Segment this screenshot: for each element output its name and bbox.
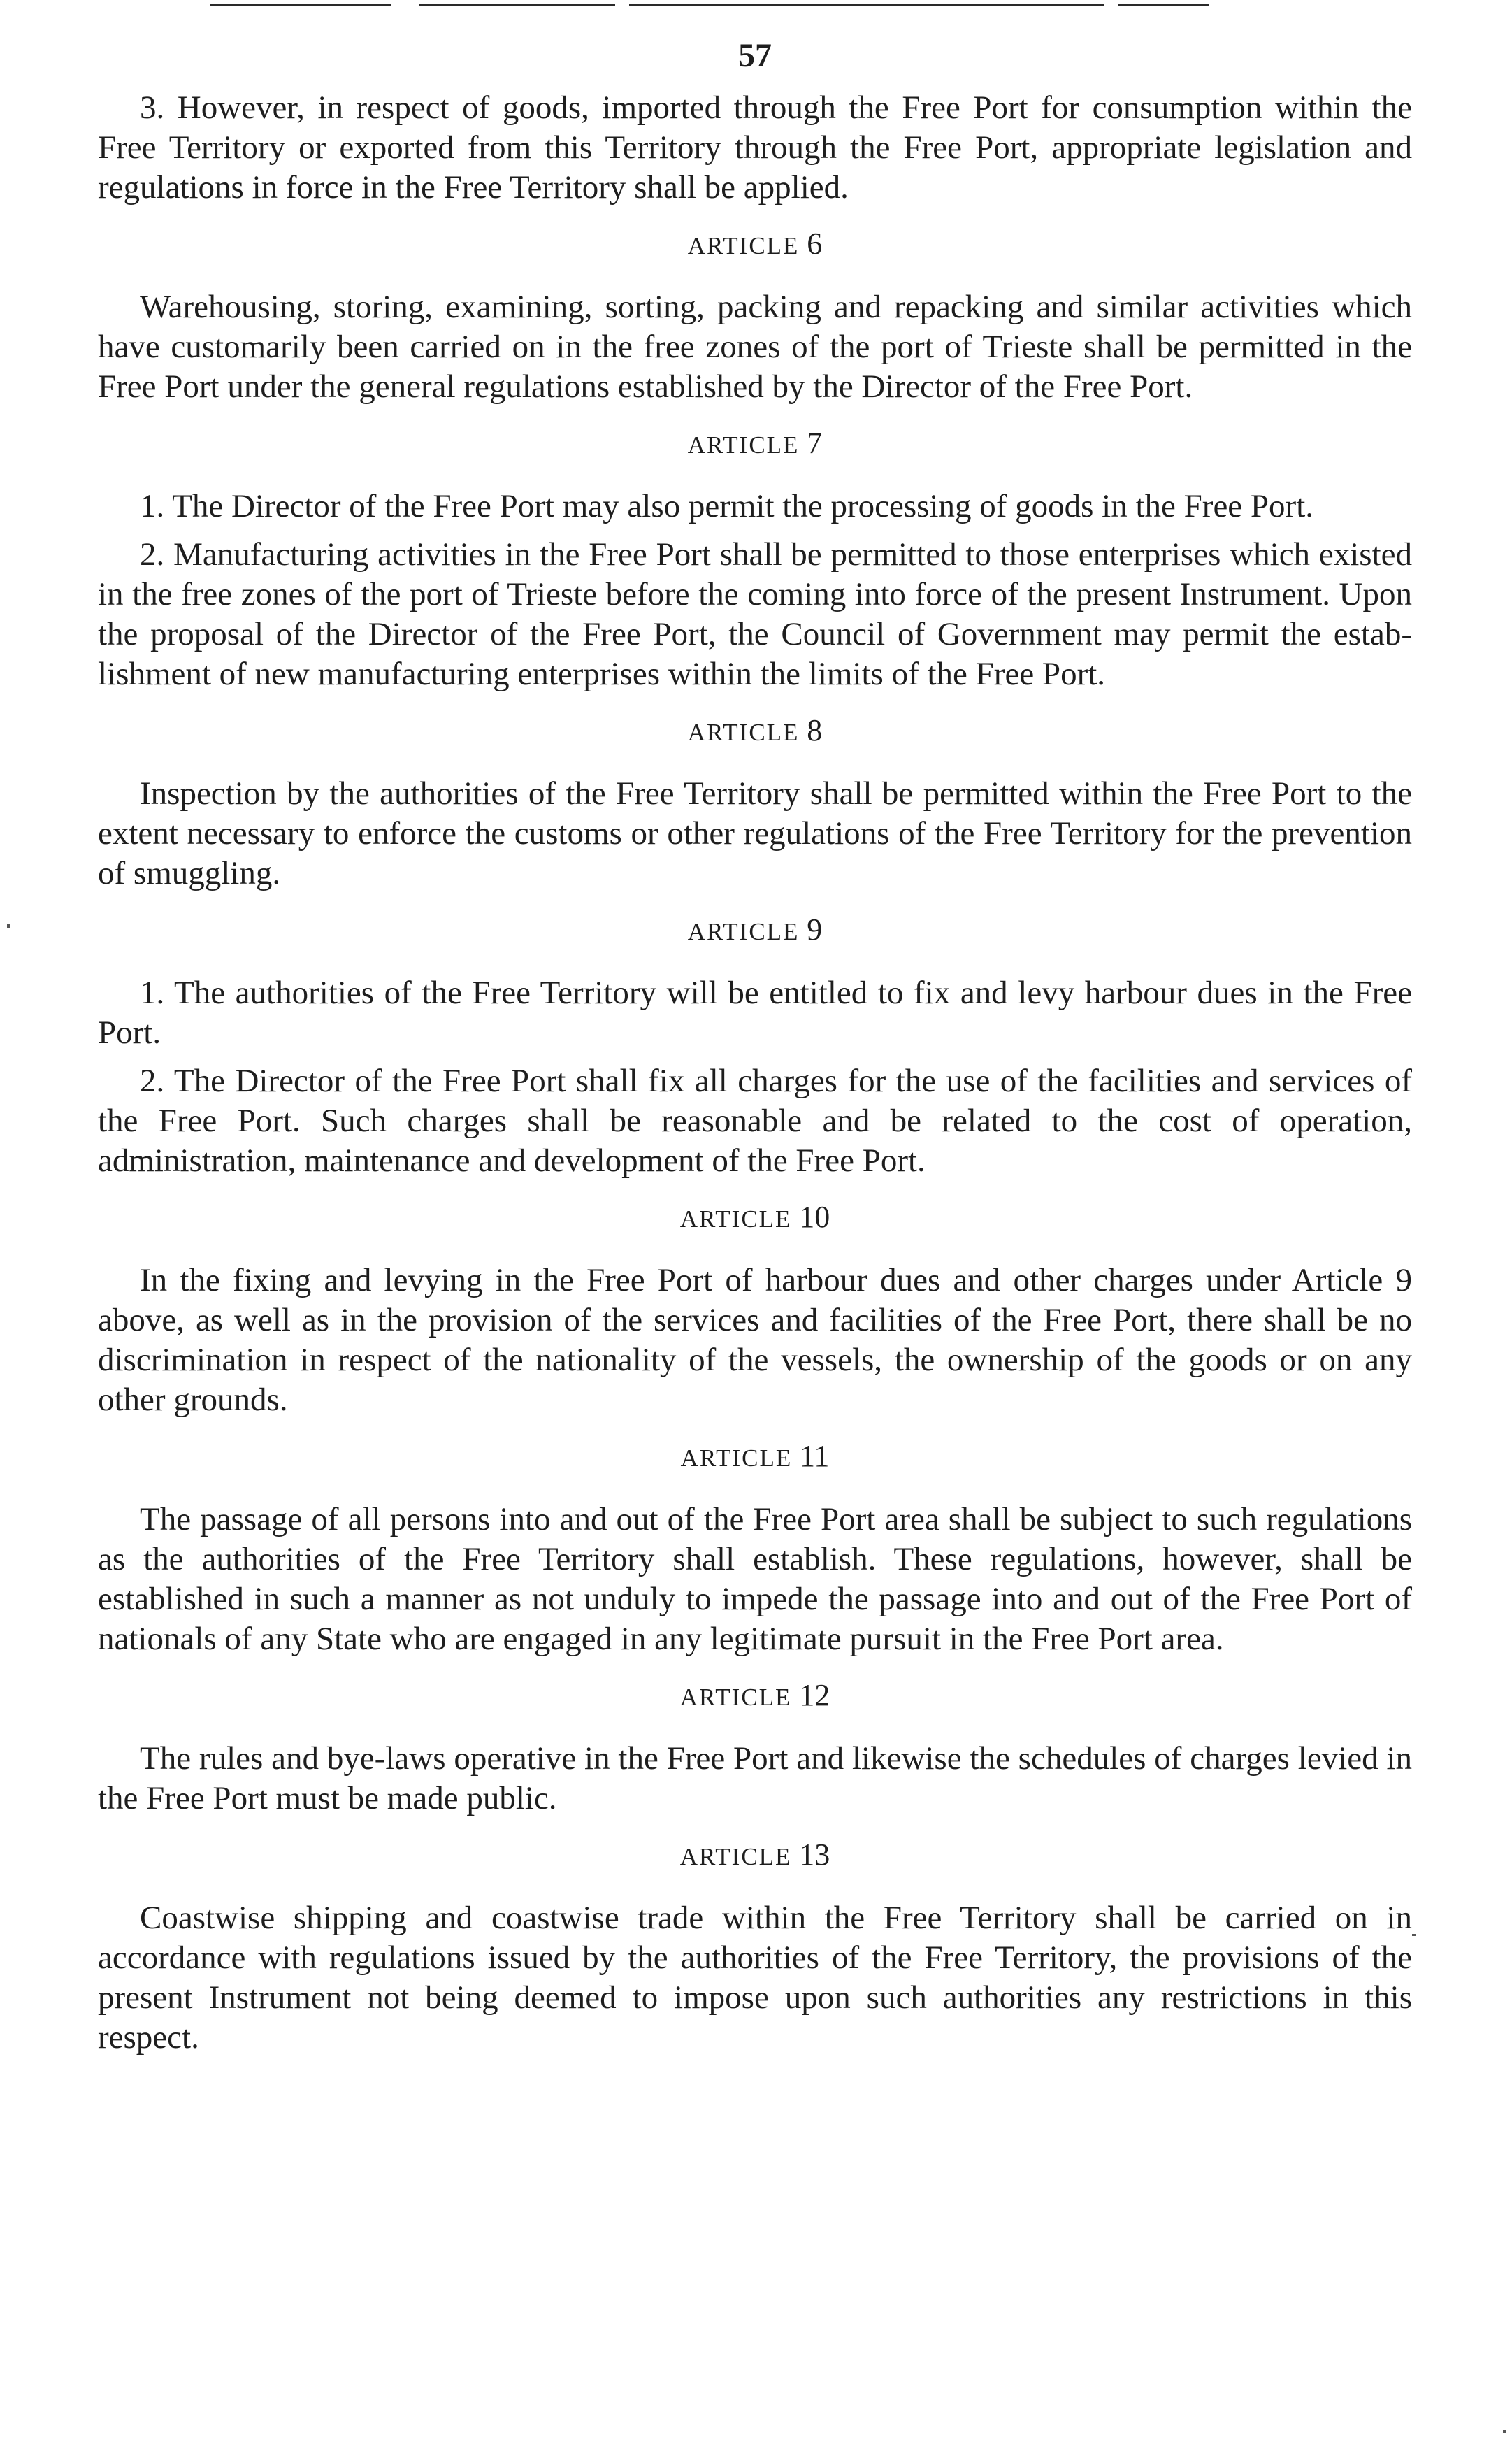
article-heading: ARTICLE 12 (679, 1678, 830, 1712)
article-paragraph: 2. The Director of the Free Port shall fix all charges for the use of the facilities and services of the Free Port. Such charges shall be reasonable and be related to the cost of operation, administration, maintenance and development of the Free Port. (98, 1063, 1412, 1179)
top-rule-mid (419, 4, 615, 6)
document-page (98, 39, 1412, 2058)
article-12 (98, 1680, 1412, 1819)
article-paragraph: 1. The authorities of the Free Territory will be entitled to fix and levy harbour dues in the Free Port. (98, 975, 1412, 1051)
article-paragraph: 2. Manufacturing activities in the Free Port shall be permitted to those enterprises which existed in the free zones of the port of Trieste before the coming into force of the present Instrument. Upon the proposal of the Director of the Free Port, the Council of Government may permit the establishment of new manufacturing enterprises within the limits of the Free Port. (98, 536, 1412, 692)
article-heading: ARTICLE 11 (680, 1439, 830, 1473)
article-heading: ARTICLE 7 (687, 426, 823, 460)
article-paragraph: The passage of all persons into and out of the Free Port area shall be subject to such regulations as the authorities of the Free Territory shall establish. These regulations, however, shall be established in such a manner as not unduly to impede the passage into and out of the Free Port of nationals of any State who are engaged in any legitimate pursuit in the Free Port area. (98, 1501, 1412, 1657)
article-7 (98, 428, 1412, 694)
article-9 (98, 912, 1412, 1181)
article-heading: ARTICLE 10 (679, 1200, 830, 1234)
scan-mark-left (7, 924, 10, 928)
article-10 (98, 1202, 1412, 1420)
article-13 (98, 1837, 1412, 2058)
article-paragraph: Inspection by the authorities of the Free Territory shall be permitted within the Free Port to the extent necessary to enforce the customs or other regulations of the Free Territory for the prevention of smuggling. (98, 775, 1412, 891)
article-heading: ARTICLE 6 (687, 227, 823, 261)
article-heading: ARTICLE 13 (679, 1837, 830, 1872)
top-rule-right (629, 4, 1104, 6)
top-rule-left (210, 4, 391, 6)
article-paragraph: Warehousing, storing, examining, sorting, packing and repacking and similar activities which have customarily been carried on in the free zones of the port of Trieste shall be permitted in the Free Port under the general regulations established by the Director of the Free Port. (98, 289, 1412, 405)
article-heading: ARTICLE 8 (687, 713, 823, 747)
article-paragraph: In the fixing and levying in the Free Port of harbour dues and other charges under Article 9 above, as well as in the provision of the services and facilities of the Free Port, there shall be no discrimination in respect of the nationality of the vessels, the ownership of the goods or on any other grounds. (98, 1262, 1412, 1418)
top-rule-end (1118, 4, 1209, 6)
scan-mark-right (1412, 1934, 1416, 1936)
article-paragraph: Coastwise shipping and coastwise trade within the Free Territory shall be carried on in accordance with regulations issued by the authorities of the Free Territory, the provisions of the present Instrument not being deemed to impose upon such authorities any restrictions in this respect. (98, 1900, 1412, 2056)
article-11 (98, 1441, 1412, 1659)
article-paragraph: 1. The Director of the Free Port may also permit the processing of goods in the Free Port. (140, 488, 1314, 524)
article-6 (98, 229, 1412, 407)
article-paragraph: The rules and bye-laws operative in the Free Port and likewise the schedules of charges levied in the Free Port must be made public. (98, 1740, 1412, 1816)
page-number: 57 (738, 37, 772, 74)
article-heading: ARTICLE 9 (687, 912, 823, 947)
scan-mark-corner (1503, 2430, 1506, 2433)
article-8 (98, 715, 1412, 894)
opening-paragraph: 3. However, in respect of goods, imported through the Free Port for consumption within the Free Territory or exported from this Territory through the Free Port, appropriate legislation and regulations in force in the Free Territory shall be applied. (98, 89, 1412, 206)
